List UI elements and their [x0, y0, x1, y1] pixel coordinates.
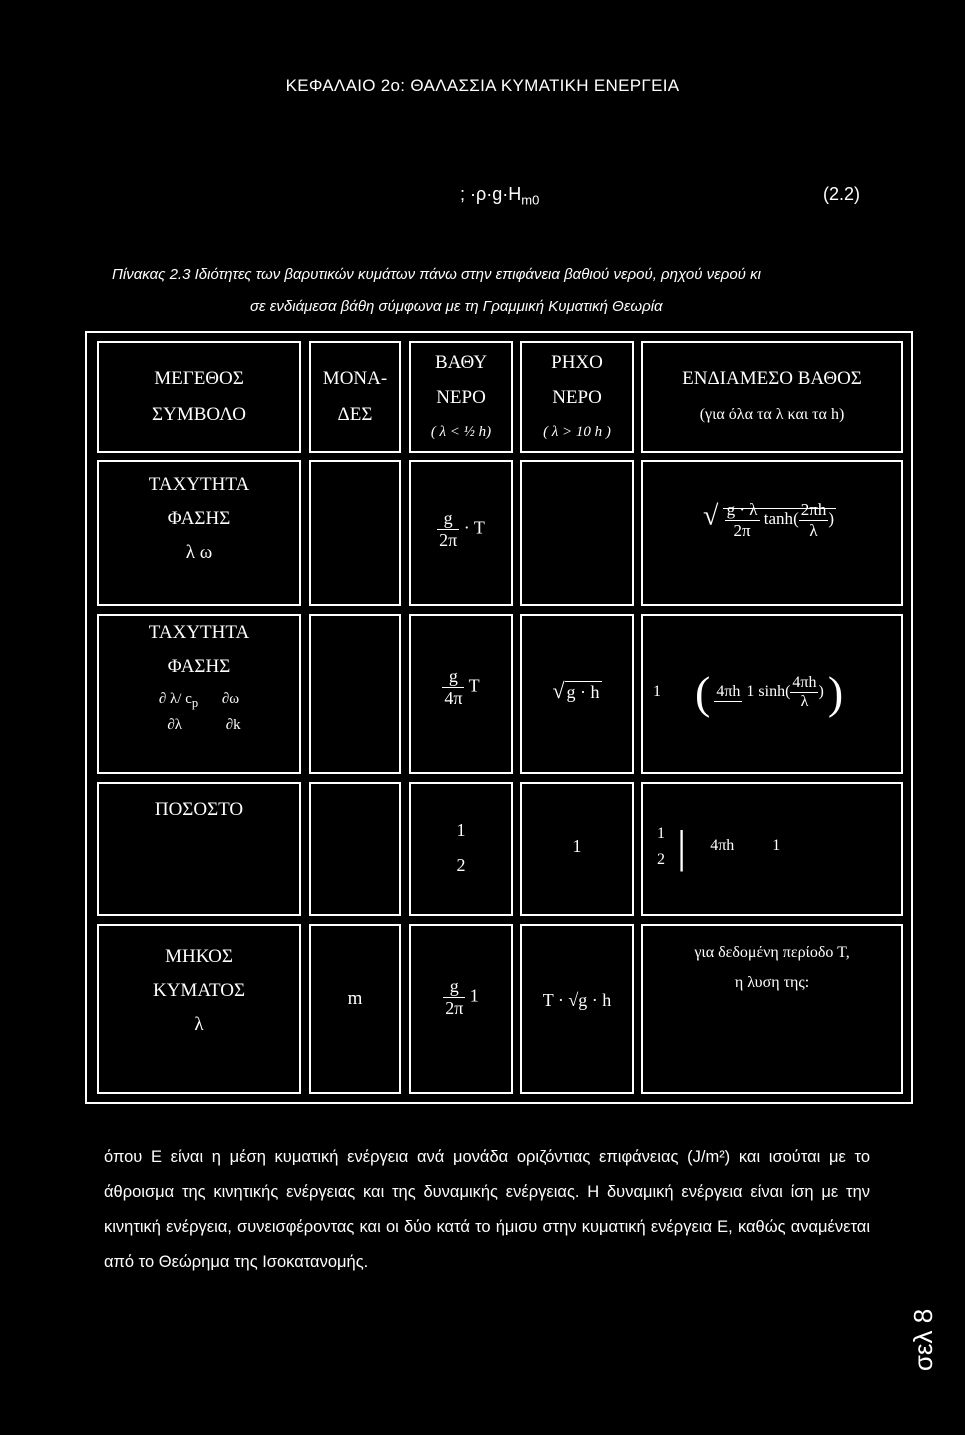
derivative-formula — [99, 688, 299, 736]
row1-intermediate — [641, 460, 903, 606]
numerator: 4πh — [716, 683, 741, 700]
numerator: 2πh — [800, 500, 827, 519]
label-line: ΤΑΧΥΤΗΤΑ — [148, 474, 250, 495]
formula-part: λ/ — [170, 691, 182, 707]
row3-label — [97, 782, 301, 916]
note-line: η λυση της: — [734, 974, 810, 991]
denominator: 2π — [445, 998, 464, 1018]
denominator: λ — [800, 693, 809, 710]
label-line: ΦΑΣΗΣ — [167, 508, 231, 529]
fraction — [437, 508, 459, 551]
row2-intermediate: 1 ( 4πh 1 sinh( $\frac{4\pi h}{\lambda}$ ) ) — [641, 614, 903, 774]
bracket-icon: ( — [695, 667, 711, 718]
fraction — [655, 825, 667, 869]
denominator: 2π — [439, 530, 458, 550]
row1-label — [97, 460, 301, 606]
numerator: g — [443, 976, 465, 998]
header-line: ΔΕΣ — [337, 404, 373, 425]
label-line: ΚΥΜΑΤΟΣ — [152, 980, 245, 1001]
header-intermediate — [641, 341, 903, 453]
row4-shallow — [520, 924, 634, 1094]
header-line: ΕΝΔΙΑΜΕΣΟ ΒΑΘΟΣ — [682, 368, 862, 389]
row2-units — [309, 614, 401, 774]
row2-shallow — [520, 614, 634, 774]
equation-number: (2.2) — [823, 184, 861, 204]
row4-label — [97, 924, 301, 1094]
header-line: ΜΕΓΕΘΟΣ — [154, 368, 244, 389]
sqrt-sign-icon: √ — [552, 678, 565, 703]
header-line: ΝΕΡΟ — [552, 387, 602, 408]
row2-label — [97, 614, 301, 774]
row1-shallow — [520, 460, 634, 606]
inner-term: 4πh — [710, 837, 735, 855]
header-line: ( λ < ½ h) — [430, 424, 492, 440]
formula-part: c — [185, 691, 192, 707]
denominator: 2 — [657, 850, 665, 868]
label-line: λ ω — [185, 542, 213, 563]
body-paragraph: όπου Ε είναι η μέση κυματική ενέργεια ανά μονάδα οριζόντιας επιφάνειας (J/m²) και ισούται με το άθροισμα της κινητικής ενέργειας και της δυναμικής ενέργειας. Η δυναμική ενέργεια είναι ίση με την κινητική ενέργεια, συνεισφέροντας και οι δύο κατά το ήμισυ στην κυματική ενέργεια Ε, καθώς αναμένεται από το Θεώρημα της Ισοκατανομής. — [104, 1148, 870, 1271]
equation-text: ; ·ρ·g·H — [460, 184, 522, 204]
header-line: ΣΥΜΒΟΛΟ — [152, 404, 246, 425]
header-size-symbol — [97, 341, 301, 453]
row3-shallow — [520, 782, 634, 916]
formula-part: p — [191, 696, 199, 710]
label-line: ΤΑΧΥΤΗΤΑ — [148, 622, 250, 643]
bracket-icon: | — [677, 821, 687, 872]
page-number: σελ 8 — [908, 1308, 938, 1372]
label-line: ΜΗΚΟΣ — [165, 946, 233, 967]
fraction-tail: · T — [463, 517, 485, 538]
fraction — [725, 500, 760, 541]
formula-part: ∂ — [158, 691, 167, 707]
sqrt-body: g · h — [566, 682, 600, 702]
formula-part: ∂ω — [221, 691, 240, 707]
mid-term: 1 — [772, 837, 781, 855]
fraction — [714, 683, 742, 702]
row4-units — [309, 924, 401, 1094]
function-name: sinh — [758, 683, 786, 701]
header-shallow — [520, 341, 634, 453]
denominator: 2π — [733, 521, 751, 540]
function-name: tanh — [763, 509, 794, 529]
header-line: ( λ > 10 h ) — [543, 424, 611, 440]
row3-intermediate — [641, 782, 903, 916]
row1-units — [309, 460, 401, 606]
header-line: ΝΕΡΟ — [436, 387, 486, 408]
bracket-icon: ) — [827, 667, 844, 718]
numerator: g — [437, 508, 459, 530]
row2-deep — [409, 614, 513, 774]
header-line: ΡΗΧΟ — [551, 352, 603, 373]
fraction — [799, 500, 829, 541]
denominator: 2 — [456, 855, 466, 875]
row1-deep — [409, 460, 513, 606]
fraction — [442, 666, 464, 709]
numerator: 1 — [456, 820, 466, 840]
fraction-tail: 1 — [469, 985, 479, 1006]
formula-part: ∂λ — [167, 717, 182, 733]
mid-term: 1 — [746, 683, 755, 701]
numerator: g · λ — [726, 500, 758, 519]
numerator: 1 — [657, 824, 665, 842]
sqrt-body: $\frac{g \cdot \lambda}{2\pi}$ tanh( $\frac{2\pi h}{\lambda}$ ) — [723, 508, 836, 528]
row4-intermediate — [641, 924, 903, 1094]
header-deep — [409, 341, 513, 453]
fraction — [455, 820, 468, 876]
label-line: ΠΟΣΟΣΤΟ — [154, 799, 244, 820]
denominator: λ — [809, 521, 818, 540]
fraction — [790, 674, 818, 711]
equation-subscript: m0 — [521, 192, 540, 208]
header-line: ΒΑΘΥ — [434, 352, 488, 373]
units-value: m — [347, 988, 363, 1009]
note-line: για δεδομένη περίοδο Τ, — [694, 944, 850, 961]
row4-deep — [409, 924, 513, 1094]
fraction-tail: T — [468, 675, 480, 696]
numerator: 4πh — [792, 674, 817, 691]
shallow-value: 1 — [572, 836, 582, 856]
sqrt-sign-icon: √ — [703, 500, 719, 532]
header-line: ΜΟΝΑ- — [322, 368, 388, 389]
lead-term: 1 — [653, 683, 661, 701]
equation — [460, 184, 539, 208]
properties-table — [85, 331, 913, 1104]
row3-units — [309, 782, 401, 916]
chapter-header: ΚΕΦΑΛΑΙΟ 2ο: ΘΑΛΑΣΣΙΑ ΚΥΜΑΤΙΚΗ ΕΝΕΡΓΕΙΑ — [285, 76, 680, 95]
row3-deep — [409, 782, 513, 916]
label-line: λ — [194, 1014, 204, 1035]
header-units — [309, 341, 401, 453]
fraction — [443, 976, 465, 1019]
table-caption-line1: Πίνακας 2.3 Ιδιότητες των βαρυτικών κυμάτων πάνω στην επιφάνεια βαθιού νερού, ρηχού νερού κι — [112, 266, 761, 283]
header-line: (για όλα τα λ και τα h) — [699, 406, 845, 423]
label-line: ΦΑΣΗΣ — [167, 656, 231, 677]
formula-part: ∂k — [225, 717, 241, 733]
denominator: 4π — [444, 688, 463, 708]
table-caption-line2: σε ενδιάμεσα βάθη σύμφωνα με τη Γραμμική Κυματική Θεωρία — [250, 298, 663, 315]
shallow-value: T · √g · h — [542, 990, 612, 1010]
numerator: g — [442, 666, 464, 688]
